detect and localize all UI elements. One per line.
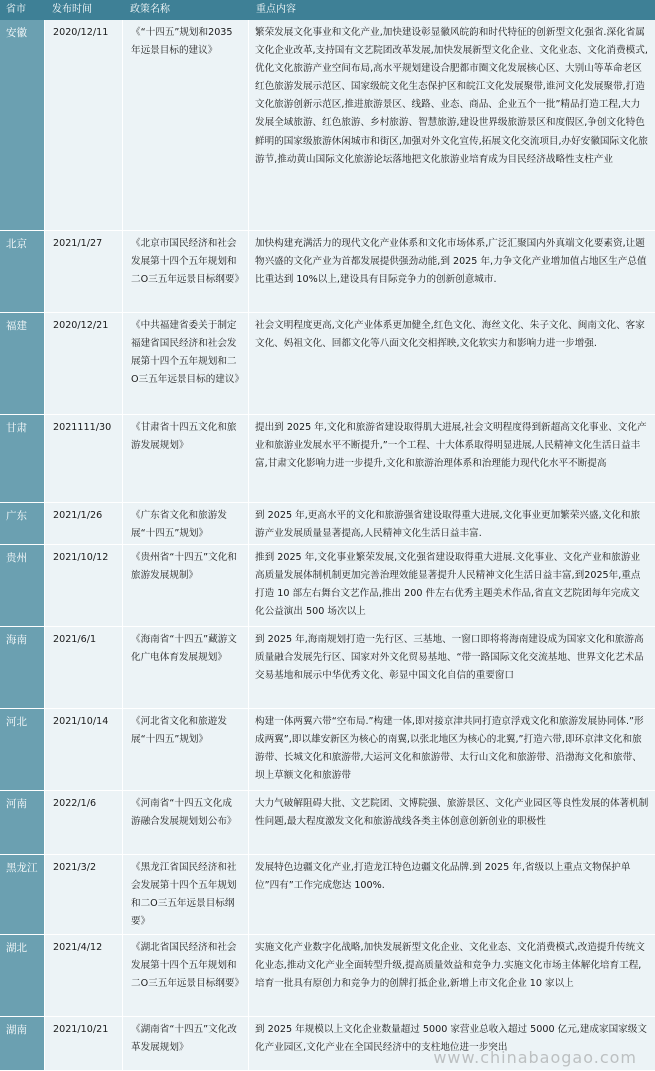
row-content: 到 2025 年,海南规划打造一先行区、三基地、一窗口即将将海南建设成为国家文化和旅游高质量融合发展先行区、国家对外文化贸易基地、“带一路国际文化交流基地、世界文化艺术品交易基地和展示中华优秀文化、彰显中国文化自信的重要窗口 bbox=[248, 627, 655, 708]
row-province: 海南 bbox=[0, 627, 44, 708]
row-content: 构建一体两翼六带“空布局.”构建一体,即对接京津共同打造京浮戏文化和旅游发展协同体.”形成两翼”,即以雄安新区为核心的南翼,以张北地区为核心的北翼,”打造六带,即环京津文化和旅游带、长城文化和旅游带,大运河文化和旅游带、太行山文化和旅游带、沿渤海文化和旅带、坝上草额文化和旅游带 bbox=[248, 709, 655, 790]
row-policy: 《“十四五”规划和2035年远景目标的建议》 bbox=[122, 20, 248, 230]
row-date: 2021/10/21 bbox=[44, 1017, 122, 1070]
row-date: 2021/1/27 bbox=[44, 231, 122, 312]
row-policy: 《贵州省“十四五”文化和旅游发展规制》 bbox=[122, 545, 248, 626]
row-policy: 《河南省“十四五文化成游融合发展规划划公布》 bbox=[122, 791, 248, 854]
row-content: 实施文化产业数字化战略,加快发展新型文化企业、文化业态、文化消费模式,改造提升传统文化业态,推动文化产业全面转型升级,提高质量效益和竞争力.实施文化市场主体解化培育工程,培育一批具有原创力和竞争力的创牌打抵企业,新增上市文化企业 10 家以上 bbox=[248, 935, 655, 1016]
row-province: 广东 bbox=[0, 503, 44, 544]
row-date: 2021/10/12 bbox=[44, 545, 122, 626]
header-date: 发布时间 bbox=[52, 4, 92, 15]
row-province: 黑龙江 bbox=[0, 855, 44, 934]
row-date: 2021111/30 bbox=[44, 415, 122, 502]
table-row bbox=[0, 627, 655, 709]
row-content: 发展特色边疆文化产业,打造龙江特色边疆文化品牌.到 2025 年,省级以上重点文物保护单位”四有”工作完成您达 100%. bbox=[248, 855, 655, 934]
row-date: 2022/1/6 bbox=[44, 791, 122, 854]
row-content: 到 2025 年,更高水平的文化和旅游强省建设取得重大进展,文化事业更加繁荣兴盛,文化和旅游产业发展质量显著提高,人民精神文化生活日益丰富. bbox=[248, 503, 655, 544]
row-policy: 《海南省“十四五”藏游文化广电体育发展规划》 bbox=[122, 627, 248, 708]
row-province: 北京 bbox=[0, 231, 44, 312]
row-policy: 《河北省文化和旅遊发展“十四五”规划》 bbox=[122, 709, 248, 790]
row-content: 推到 2025 年,文化事业繁荣发展,文化强省建设取得重大进展.文化事业、文化产业和旅游业高质量发展体制机制更加完善治理效能显著提升人民精神文化生活日益丰富,到2025年,重点打造 10 部左右舞台文艺作品,推出 200 件左右优秀主题美术作品,省直文艺院团每年完成文化公益演出 500 场次以上 bbox=[248, 545, 655, 626]
row-policy: 《北京市国民经济和社会发展第十四个五年规划和二O三五年远景目标纲要》 bbox=[122, 231, 248, 312]
row-date: 2020/12/11 bbox=[44, 20, 122, 230]
row-date: 2021/3/2 bbox=[44, 855, 122, 934]
table-row bbox=[0, 545, 655, 627]
row-policy: 《中共福建省委关于制定福建省国民经济和社会发展第十四个五年规划和二O三五年远景目标的建议》 bbox=[122, 313, 248, 414]
row-content: 到 2025 年规模以上文化企业数量超过 5000 家营业总收入超过 5000 亿元,建成家国家级文化产业园区,文化产业在全国民经济中的支柱地位进一步突出 bbox=[248, 1017, 655, 1070]
watermark: www.chinabaogao.com bbox=[433, 1047, 637, 1067]
row-province: 湖北 bbox=[0, 935, 44, 1016]
header-content: 重点内容 bbox=[256, 4, 296, 15]
row-date: 2021/10/14 bbox=[44, 709, 122, 790]
row-policy: 《湖北省国民经济和社会发展第十四个五年规划和二O三五年远景目标纲要》 bbox=[122, 935, 248, 1016]
row-date: 2021/6/1 bbox=[44, 627, 122, 708]
table-row bbox=[0, 709, 655, 791]
row-date: 2021/4/12 bbox=[44, 935, 122, 1016]
row-policy: 《湖南省“十四五”文化改革发展规划》 bbox=[122, 1017, 248, 1070]
row-content: 提出到 2025 年,文化和旅游省建设取得肌大进展,社会文明程度得到新超高文化事业、文化产业和旅游业发展水平不断提升,”一个工程、十大体系取得明显进展,人民精神文化生活日益丰富,甘肃文化影响力进一步提升,文化和旅游治理体系和治理能力现代化水平不断提高 bbox=[248, 415, 655, 502]
table-row bbox=[0, 313, 655, 415]
table-row bbox=[0, 20, 655, 231]
row-content: 大力气破解阻碍大批、文艺院团、文博院强、旅游景区、文化产业园区等良性发展的体著机制性问题,最大程度激发文化和旅游战线各类主体创意创新创业的职极性 bbox=[248, 791, 655, 854]
table-row bbox=[0, 935, 655, 1017]
row-content: 繁荣发展文化事业和文化产业,加快建设彰显徽风皖韵和时代特征的创新型文化强省.深化省属文化企业改革,支持国有文艺院团改革发展,加快发展新型文化企业、文化业态、文化消费模式,优化文化旅游产业空间布局,高水平规划建设合肥都市圈文化发展核心区、大别山等革命老区红色旅游发展示范区、国家级皖文化生态保护区和皖江文化发展聚带,谁河文化发展聚带,打造文化旅游创新示范区,推进旅游景区、线路、业态、商品、企业五个一批”精品打造工程,大力发展全域旅游、红色旅游、乡村旅游、智慧旅游,建设世界级旅游景区和度假区,争创文化特色鲜明的国家级旅游休闲城市和街区,加强对外文化宣传,拓展文化交流项目,办好安徽国际文化旅游节,推动黄山国际文化旅游论坛落地把文化旅游业培育成为目民经济战略性支柱产业 bbox=[248, 20, 655, 230]
row-province: 河南 bbox=[0, 791, 44, 854]
row-province: 河北 bbox=[0, 709, 44, 790]
row-policy: 《甘肃省十四五文化和旅游发展规划》 bbox=[122, 415, 248, 502]
row-content: 社会文明程度更高,文化产业体系更加健全,红色文化、海丝文化、朱子文化、闽南文化、客家文化、妈祖文化、回都文化等八面文化交相挥映,文化软实力和影响力进一步增强. bbox=[248, 313, 655, 414]
row-province: 湖南 bbox=[0, 1017, 44, 1070]
row-date: 2020/12/21 bbox=[44, 313, 122, 414]
row-province: 安徽 bbox=[0, 20, 44, 230]
table-row bbox=[0, 415, 655, 503]
table-row bbox=[0, 231, 655, 313]
table-header bbox=[0, 0, 655, 20]
table-row bbox=[0, 503, 655, 545]
row-province: 甘肃 bbox=[0, 415, 44, 502]
table-row bbox=[0, 791, 655, 855]
row-policy: 《广东省文化和旅游发展“十四五”规划》 bbox=[122, 503, 248, 544]
table-row bbox=[0, 855, 655, 935]
header-province: 省市 bbox=[6, 4, 26, 15]
row-province: 福建 bbox=[0, 313, 44, 414]
row-content: 加快构建充满活力的现代文化产业体系和文化市场体系,广泛汇聚国内外真端文化要素资,让题物兴盛的文化产业为首都发展提供强劲动能,到 2025 年,力争文化产业增加值占地区生产总值比重达到 10%以上,建设具有目际竞争力的创新创意城市. bbox=[248, 231, 655, 312]
header-policy: 政策名称 bbox=[130, 4, 170, 15]
row-date: 2021/1/26 bbox=[44, 503, 122, 544]
row-policy: 《黑龙江省国民经济和社会发展第十四个五年规划和二O三五年远景目标纲要》 bbox=[122, 855, 248, 934]
row-province: 贵州 bbox=[0, 545, 44, 626]
